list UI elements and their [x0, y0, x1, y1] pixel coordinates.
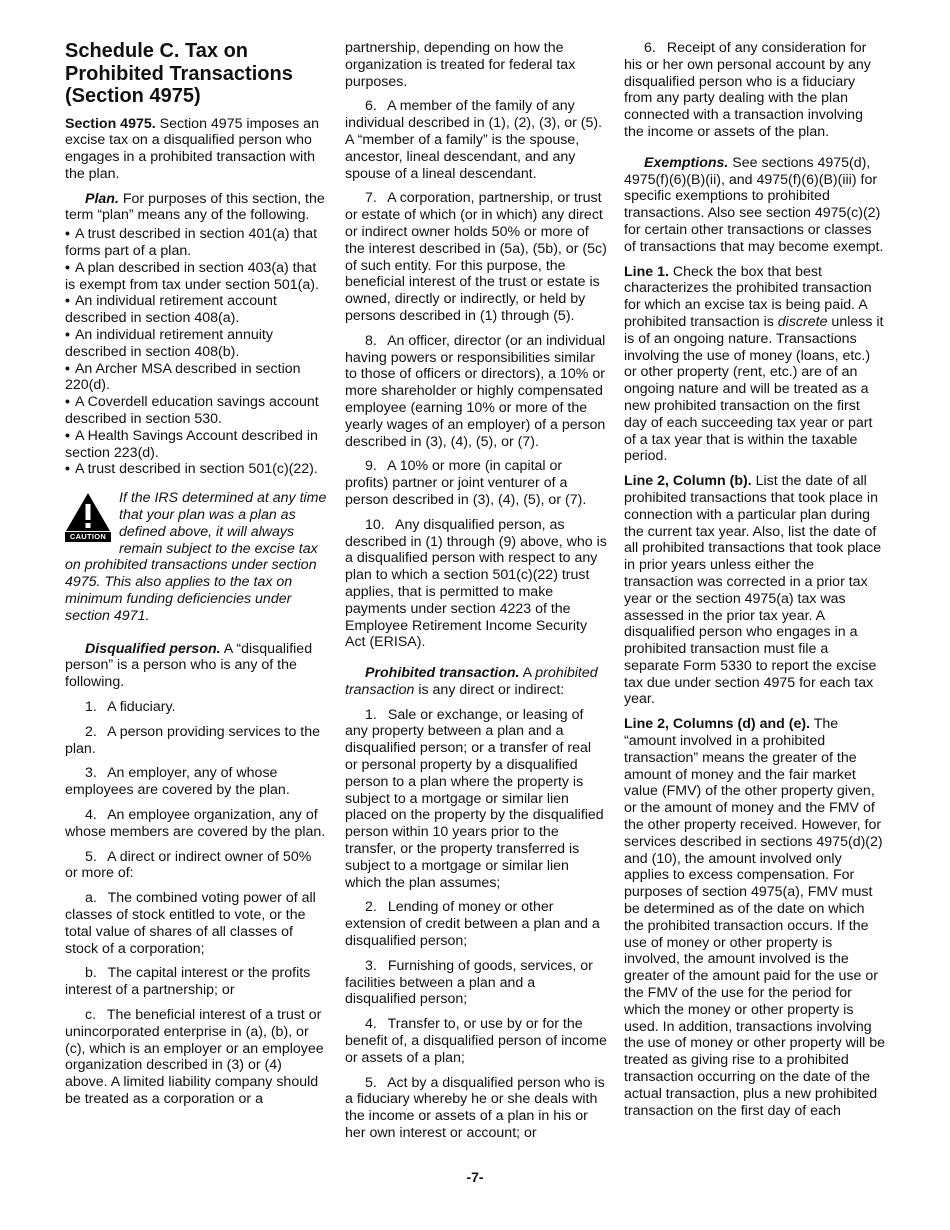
line-1-text: unless it is of an ongoing nature. Transactions involving the use of money (loans, etc.) or other property (rent, etc.) are of an ongoing nature and will be treated as a new prohibited transaction on the first day of each succeeding tax year or part of a tax year that is within the taxable period.: [624, 313, 884, 465]
page-title: Schedule C. Tax on Prohibited Transactions (Section 4975): [65, 40, 293, 107]
line-1-text: Check the box that best characterizes the prohibited transaction for which an excise tax is being paid. A prohibited transaction is: [624, 263, 872, 330]
bullet-icon: •: [65, 461, 70, 478]
page-number: -7-: [466, 1169, 484, 1185]
prohibited-item: 6. Receipt of any consideration for his or her own personal account by any disqualified person who is a fiduciary from any party dealing with the plan connected with a transaction involving the income or assets of the plan.: [624, 40, 871, 140]
warning-triangle-icon: [65, 492, 111, 532]
prohibited-item: 3. Furnishing of goods, services, or facilities between a plan and a disqualified person;: [345, 957, 593, 1008]
bullet-icon: •: [65, 394, 70, 411]
bullet-icon: •: [65, 360, 70, 377]
plan-item-text: A plan described in section 403(a) that is exempt from tax under section 501(a).: [65, 259, 319, 293]
disqualified-person-paragraph: [65, 641, 327, 691]
plan-item: [65, 226, 327, 260]
disqualified-item: c. The beneficial interest of a trust or unincorporated enterprise in (a), (b), or (c), which is an employer or an employee organization described in (3) or (4) above. A limited liability company should be treated as a corporation or a: [65, 1006, 324, 1107]
prohibited-transaction-paragraph: [345, 665, 607, 699]
plan-item: [65, 461, 327, 478]
disqualified-item: 10. Any disqualified person, as described in (1) through (9) above, who is a disqualified person with respect to any plan to which a section 501(c)(22) trust applies, that is permitted to make payments under section 4223 of the Employee Retirement Income Security Act (ERISA).: [345, 516, 607, 651]
column-3: [624, 40, 886, 1127]
bullet-icon: •: [65, 327, 70, 344]
section-4975-text: Section 4975 imposes an excise tax on a disqualified person who engages in a prohibited transaction with the plan.: [65, 115, 319, 182]
plan-item: [65, 260, 327, 294]
line-1-paragraph: [624, 264, 886, 466]
plan-item-text: An individual retirement account described in section 408(a).: [65, 293, 277, 327]
disqualified-item: a. The combined voting power of all classes of stock entitled to vote, or the total value of shares of all classes of stock of a corporation;: [65, 890, 316, 957]
exemptions-paragraph: [624, 155, 886, 256]
prohibited-item: 4. Transfer to, or use by or for the benefit of, a disqualified person of income or assets of a plan;: [345, 1016, 607, 1066]
bullet-icon: •: [65, 427, 70, 444]
prohibited-item: 1. Sale or exchange, or leasing of any property between a plan and a disqualified person; or a transfer of real or personal property by a disqualified person to a plan where the property is subject to a mortgage or similar lien placed on the property by the disqualified person within 10 years prior to the transfer, or the property transferred is subject to a mortgage or similar lien which the plan assumes;: [345, 706, 604, 891]
disqualified-person-heading: Disqualified person.: [85, 640, 221, 657]
bullet-icon: •: [65, 293, 70, 310]
line-2de-heading: Line 2, Columns (d) and (e).: [624, 716, 811, 733]
caution-icon: [65, 492, 111, 542]
plan-item: [65, 327, 327, 361]
plan-item-text: A Coverdell education savings account described in section 530.: [65, 394, 319, 428]
plan-item: [65, 428, 327, 462]
disqualified-item: 7. A corporation, partnership, or trust or estate of which (or in which) any direct or indirect owner holds 50% or more of the interest described in (5a), (5b), or (5c) of such entity. For this purpose, the beneficial interest of the trust or estate is owned, directly or indirectly, or held by persons described in (1) through (5).: [345, 190, 607, 324]
prohibited-item: 2. Lending of money or other extension of credit between a plan and a disqualified person;: [345, 899, 600, 950]
prohibited-transaction-term: prohibited transaction: [345, 665, 598, 698]
disqualified-person-text: A “disqualified person” is a person who is any of the following.: [65, 640, 313, 691]
plan-item-text: A trust described in section 401(a) that forms part of a plan.: [65, 226, 318, 260]
plan-item-text: An Archer MSA described in section 220(d).: [65, 360, 301, 394]
disqualified-item: 5. A direct or indirect owner of 50% or more of:: [65, 848, 312, 882]
prohibited-item: 5. Act by a disqualified person who is a fiduciary whereby he or she deals with the income or assets of a plan in his or her own interest or account; or: [345, 1074, 605, 1142]
disqualified-item: b. The capital interest or the profits interest of a partnership; or: [65, 965, 311, 999]
disqualified-item: 6. A member of the family of any individual described in (1), (2), (3), or (5). A “member of a family” is the spouse, ancestor, lineal descendant, and any spouse of a lineal descendant.: [345, 98, 603, 182]
line-1-emphasis: discrete: [777, 313, 828, 330]
prohibited-transaction-heading: Prohibited transaction.: [365, 665, 520, 682]
plan-item-text: A Health Savings Account described in section 223(d).: [65, 427, 318, 461]
plan-item-text: A trust described in section 501(c)(22).: [74, 461, 318, 478]
plan-text: For purposes of this section, the term “plan” means any of the following.: [65, 190, 325, 224]
disqualified-item: 9. A 10% or more (in capital or profits) partner or joint venturer of a person described in (3), (4), (5), or (7).: [345, 458, 587, 508]
line-2b-text: List the date of all prohibited transactions that took place in connection with a particular plan during the current tax year. Also, list the date of all prohibited transactions that took place in prior years unless either the transaction was corrected in a prior tax year or the section 4975(a) tax was assessed in the prior tax year. A disqualified person who engages in a prohibited transaction must file a separate Form 5330 to report the excise tax due under section 4975 for each tax year.: [624, 473, 882, 708]
disqualified-item: 2. A person providing services to the plan.: [65, 723, 321, 757]
line-2b-paragraph: [624, 473, 886, 708]
disqualified-item: 4. An employee organization, any of whose members are covered by the plan.: [65, 806, 326, 840]
exemptions-heading: Exemptions.: [644, 154, 729, 171]
caution-text: If the IRS determined at any time that your plan was a plan as defined above, it will always remain subject to the excise tax on prohibited transactions under section 4975. This also applies to the tax on minimum funding deficiencies under section 4971.: [65, 490, 327, 624]
line-2de-text: The “amount involved in a prohibited transaction” means the greater of the amount of money and the fair market value (FMV) of the other property given, or the amount of money and the FMV of the other property received. However, for services described in sections 4975(d)(2) and (10), the amount involved only applies to excess compensation. For purposes of section 4975(a), FMV must be determined as of the date on which the prohibited transaction occurs. If the use of money or other property is involved, the amount involved is the greater of the amount paid for the use or the FMV of the use for the period for which the money or other property is used. In addition, transactions involving the use of money or other property will be treated as giving rise to a prohibited transaction occurring on the date of the actual transaction, plus a new prohibited transaction on the first day of each: [624, 716, 886, 1119]
caution-label: CAUTION: [65, 532, 111, 542]
disqualified-item: 8. An officer, director (or an individual having powers or responsibilities similar to those of officers or directors), a 10% or more shareholder or highly compensated employee (earning 10% or more of the yearly wages of an employer) of a person described in (3), (4), (5), or (7).: [345, 332, 606, 450]
column-1: [65, 40, 327, 1116]
section-4975-paragraph: [65, 116, 327, 183]
column-2: [345, 40, 607, 1150]
plan-item: [65, 361, 327, 395]
bullet-icon: •: [65, 259, 70, 276]
prohibited-transaction-text: A: [519, 665, 536, 682]
exemptions-text: See sections 4975(d), 4975(f)(6)(B)(ii), and 4975(f)(6)(B)(iii) for specific exemptions to prohibited transactions. Also see section 4975(c)(2) for certain other transactions or classes of transactions that may become exempt.: [624, 154, 884, 255]
line-1-heading: Line 1.: [624, 263, 669, 280]
disqualified-item: 3. An employer, any of whose employees are covered by the plan.: [65, 765, 290, 799]
plan-item-text: An individual retirement annuity described in section 408(b).: [65, 327, 273, 360]
disqualified-item: 1. A fiduciary.: [85, 699, 176, 715]
continued-text: partnership, depending on how the organization is treated for federal tax purposes.: [345, 40, 576, 90]
prohibited-transaction-text: is any direct or indirect:: [414, 681, 565, 698]
line-2b-heading: Line 2, Column (b).: [624, 473, 752, 490]
plan-paragraph: [65, 191, 327, 225]
caution-note: [65, 490, 327, 624]
bullet-icon: •: [65, 226, 70, 243]
line-2de-paragraph: [624, 716, 886, 1119]
plan-heading: Plan.: [85, 190, 119, 207]
plan-item: [65, 293, 327, 327]
plan-item: [65, 394, 327, 428]
section-4975-heading: Section 4975.: [65, 115, 156, 132]
